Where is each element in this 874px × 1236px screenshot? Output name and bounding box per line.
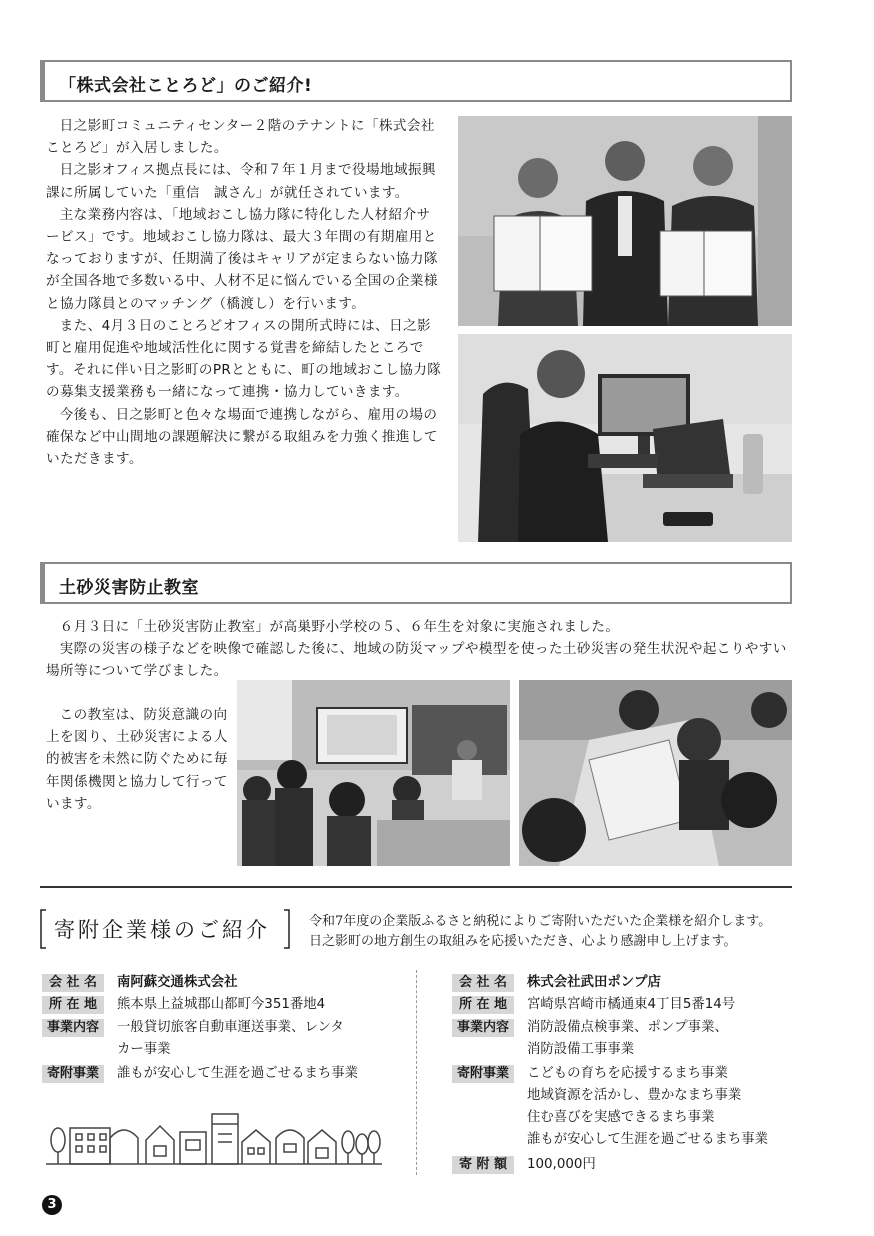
- left-business-2: カー事業: [117, 1042, 171, 1057]
- paragraph: 実際の災害の様子などを映像で確認した後に、地域の防災マップや模型を使った土砂災害の発生状況や起こりやすい場所等について学びました。: [46, 641, 787, 680]
- landslide-line1: [46, 616, 806, 638]
- town-illustration: [46, 1110, 382, 1166]
- label-business: 事業内容: [452, 1019, 514, 1037]
- left-address: 熊本県上益城郡山都町今351番地4: [117, 997, 326, 1012]
- paragraph: また、4月３日のことろどオフィスの開所式時には、日之影町と雇用促進や地域活性化に関する覚書を締結したところです。それに伴い日之影町のPRとともに、町の地域おこし協力隊の募集支援業務も一緒になって連携・協力していきます。: [46, 317, 442, 401]
- landslide-model-photo: [519, 680, 792, 866]
- section-divider: [40, 886, 792, 888]
- kotorodo-article: [46, 115, 442, 470]
- right-address: 宮崎県宮崎市橘通東4丁目5番14号: [527, 997, 736, 1012]
- donor-heading: [40, 906, 290, 952]
- right-amount: 100,000円: [527, 1157, 596, 1172]
- landslide-para2: [46, 704, 228, 815]
- section-heading-landslide: [40, 562, 792, 604]
- label-donation-project: 寄附事業: [42, 1065, 104, 1083]
- label-amount: 寄 附 額: [452, 1156, 514, 1174]
- paragraph: 日之影町コミュニティセンター２階のテナントに「株式会社ことろど」が入居しました。: [46, 118, 435, 157]
- column-divider: [416, 970, 417, 1175]
- paragraph: この教室は、防災意識の向上を図り、土砂災害による人的被害を未然に防ぐために毎年関係機関と協力して行っています。: [46, 707, 228, 812]
- section-title: 土砂災害防止教室: [59, 578, 199, 598]
- section-title: 「株式会社ことろど」のご紹介!: [59, 76, 313, 96]
- paragraph: 日之影オフィス拠点長には、令和７年１月まで役場地域振興課に所属していた「重信 誠さん」が就任されています。: [46, 162, 436, 201]
- label-company: 会 社 名: [42, 974, 104, 992]
- donor-intro: [309, 912, 809, 952]
- signing-ceremony-photo: [458, 116, 792, 326]
- right-project-3: 住む喜びを実感できるまち事業: [527, 1110, 715, 1125]
- right-project-2: 地域資源を活かし、豊かなまち事業: [527, 1088, 742, 1103]
- right-business-2: 消防設備工事事業: [527, 1042, 635, 1057]
- paragraph: 今後も、日之影町と色々な場面で連携しながら、雇用の場の確保など中山間地の課題解決に繋がる取組みを力強く推進していただきます。: [46, 406, 438, 468]
- label-business: 事業内容: [42, 1019, 104, 1037]
- classroom-video-photo: [237, 680, 510, 866]
- donor-title: 寄附企業様のご紹介: [54, 918, 270, 942]
- right-company-name: 株式会社武田ポンプ店: [527, 975, 661, 990]
- paragraph: ６月３日に「土砂災害防止教室」が高巣野小学校の５、６年生を対象に実施されました。: [59, 619, 620, 635]
- label-company: 会 社 名: [452, 974, 514, 992]
- landslide-line2: [46, 638, 796, 682]
- left-project: 誰もが安心して生涯を過ごせるまち事業: [117, 1066, 359, 1081]
- label-donation-project: 寄附事業: [452, 1065, 514, 1083]
- right-project-4: 誰もが安心して生涯を過ごせるまち事業: [527, 1132, 769, 1147]
- label-address: 所 在 地: [452, 996, 514, 1014]
- section-heading-kotorodo: [40, 60, 792, 102]
- right-project-1: こどもの育ちを応援するまち事業: [527, 1066, 728, 1081]
- intro-line: 日之影町の地方創生の取組みを応援いただき、心より感謝申し上げます。: [309, 934, 737, 949]
- paragraph: 主な業務内容は、「地域おこし協力隊に特化した人材紹介サービス」です。地域おこし協力隊は、最大３年間の有期雇用となっておりますが、任期満了後はキャリアが定まらない協力隊が全国各地で多数いる中、人材不足に悩んでいる全国の企業様と協力隊員とのマッチング（橋渡し）を行います。: [46, 206, 438, 312]
- intro-line: 令和7年度の企業版ふるさと納税によりご寄附いただいた企業様を紹介します。: [309, 914, 772, 929]
- left-business-1: 一般貸切旅客自動車運送事業、レンタ: [117, 1020, 344, 1035]
- left-company-name: 南阿蘇交通株式会社: [117, 975, 238, 990]
- page-number: 3: [42, 1195, 62, 1215]
- label-address: 所 在 地: [42, 996, 104, 1014]
- office-worker-photo: [458, 334, 792, 542]
- right-business-1: 消防設備点検事業、ポンプ事業、: [527, 1020, 728, 1035]
